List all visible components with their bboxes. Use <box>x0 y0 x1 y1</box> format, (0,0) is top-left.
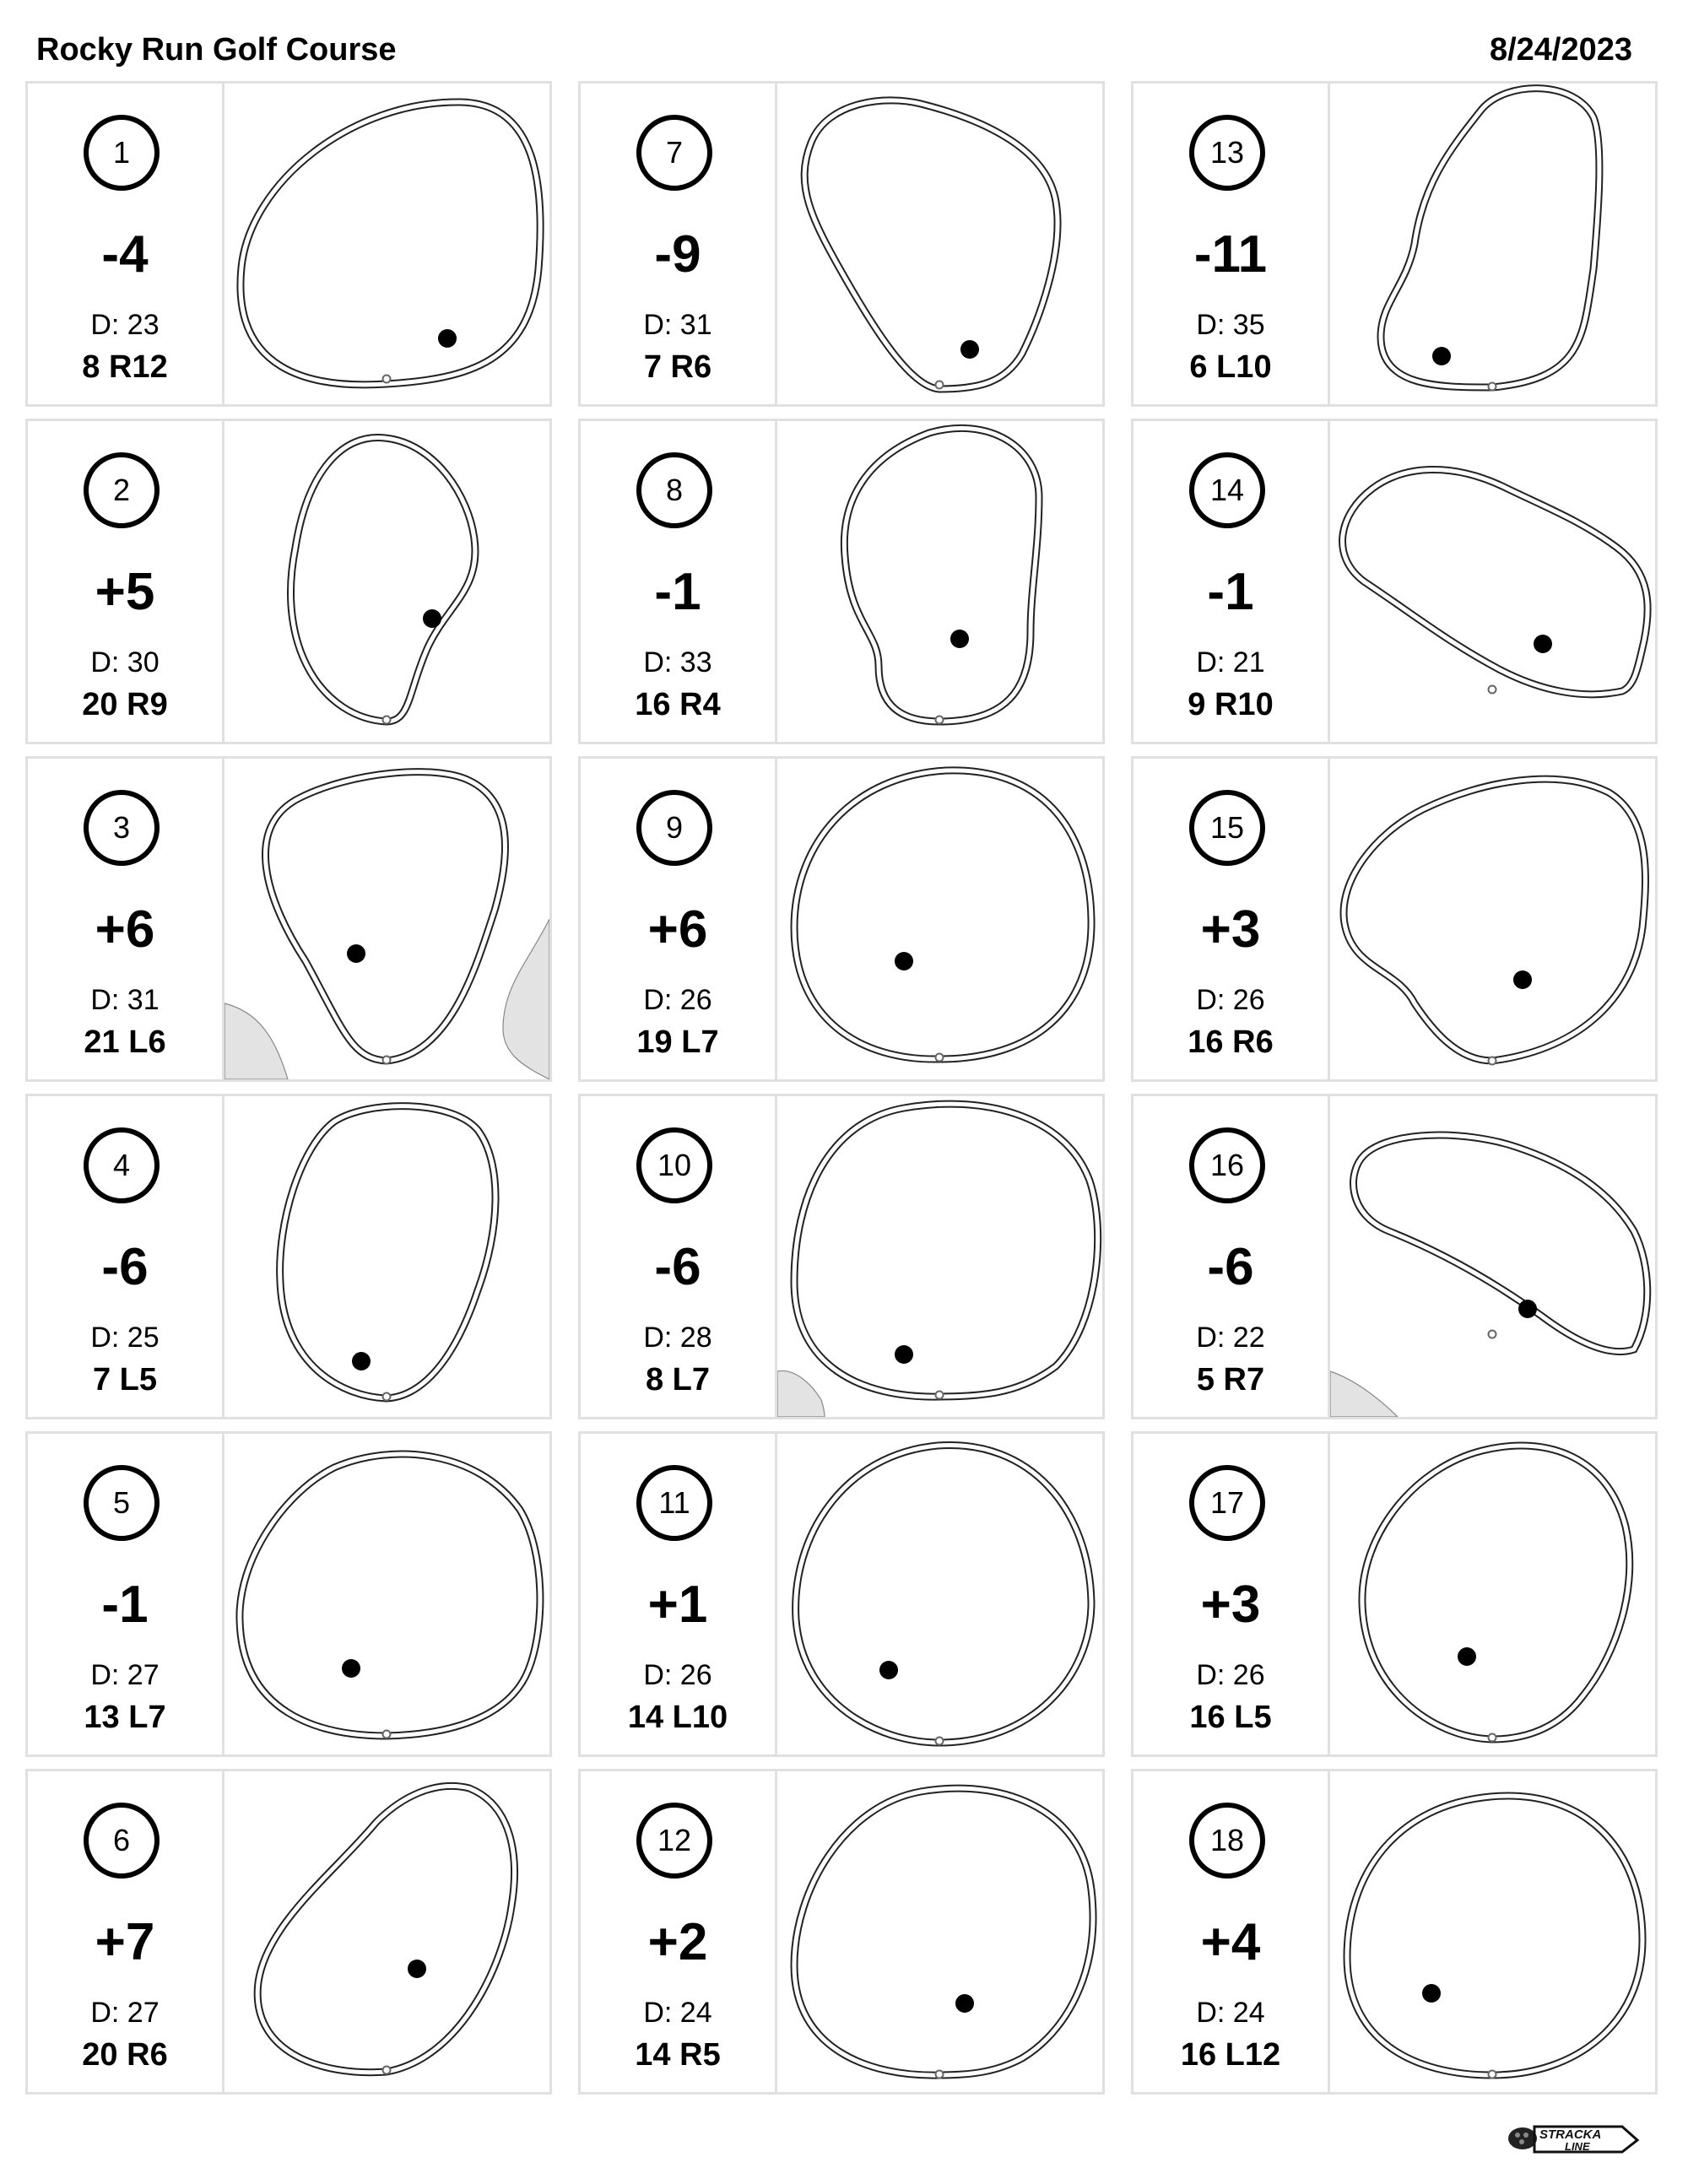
green-front-marker <box>936 1392 944 1399</box>
pin-location <box>960 340 979 359</box>
green-diagram <box>225 421 549 742</box>
bunker-hazard <box>225 1003 288 1079</box>
score-adjustment: -1 <box>1207 563 1254 621</box>
hole-info <box>581 759 777 1079</box>
pin-location <box>950 630 969 648</box>
green-diagram <box>1330 421 1655 742</box>
pin-location <box>1458 1647 1476 1666</box>
pin-location <box>347 944 365 963</box>
pin-location <box>352 1352 371 1370</box>
green-depth: D: 28 <box>643 1322 712 1354</box>
pin-position: 5 R7 <box>1196 1362 1265 1397</box>
hole-card <box>25 1094 552 1419</box>
green-outline <box>1362 1446 1630 1739</box>
green-outline <box>804 100 1058 389</box>
green-depth: D: 35 <box>1196 309 1265 341</box>
hole-card <box>1131 756 1658 1082</box>
green-diagram <box>1330 84 1655 404</box>
green-outline-fringe <box>1343 470 1648 695</box>
pin-position: 9 R10 <box>1188 687 1274 722</box>
hole-info <box>28 1771 225 2092</box>
pin-location <box>342 1659 360 1678</box>
pin-position: 14 R5 <box>635 2037 721 2073</box>
hole-card <box>1131 1094 1658 1419</box>
hole-number: 4 <box>84 1127 160 1203</box>
green-depth: D: 24 <box>643 1997 712 2029</box>
pin-position: 8 L7 <box>645 1362 711 1397</box>
pin-location <box>1518 1300 1537 1318</box>
hole-number: 3 <box>84 790 160 866</box>
green-diagram <box>225 1096 549 1417</box>
score-adjustment: +5 <box>95 563 155 621</box>
score-adjustment: +6 <box>647 900 708 959</box>
green-depth: D: 26 <box>643 984 712 1016</box>
pin-position: 13 L7 <box>84 1700 166 1735</box>
green-front-marker <box>1489 686 1496 694</box>
green-front-marker <box>1489 1734 1496 1742</box>
green-diagram <box>1330 759 1655 1079</box>
green-depth: D: 21 <box>1196 646 1265 678</box>
pin-position: 16 R6 <box>1188 1024 1274 1060</box>
green-front-marker <box>1489 2071 1496 2079</box>
pin-position: 7 R6 <box>643 349 712 385</box>
green-front-marker <box>1489 1057 1496 1065</box>
green-front-marker <box>1489 383 1496 391</box>
score-adjustment: +2 <box>647 1913 708 1971</box>
hole-info <box>1133 759 1330 1079</box>
green-outline-fringe <box>257 1786 514 2072</box>
hole-card <box>25 81 552 407</box>
green-depth: D: 24 <box>1196 1997 1265 2029</box>
hole-info <box>28 421 225 742</box>
green-depth: D: 27 <box>90 1997 160 2029</box>
pin-position: 14 L10 <box>627 1700 728 1735</box>
green-outline <box>240 1454 540 1736</box>
green-outline <box>1354 1135 1647 1352</box>
green-diagram <box>1330 1771 1655 2092</box>
pin-location <box>1513 970 1532 989</box>
green-front-marker <box>936 381 944 389</box>
hole-number: 14 <box>1189 452 1265 528</box>
score-adjustment: -6 <box>654 1238 701 1296</box>
green-front-marker <box>383 1057 391 1064</box>
hole-info <box>28 1096 225 1417</box>
green-diagram <box>225 1434 549 1754</box>
green-diagram <box>777 1771 1102 2092</box>
pin-position: 6 L10 <box>1189 349 1272 385</box>
pin-position: 16 L5 <box>1189 1700 1272 1735</box>
hole-info <box>581 1771 777 2092</box>
hole-info <box>1133 1096 1330 1417</box>
pin-location <box>1432 347 1451 365</box>
green-outline-fringe <box>1347 1796 1642 2075</box>
score-adjustment: -11 <box>1193 225 1268 284</box>
green-front-marker <box>1489 1331 1496 1338</box>
green-outline <box>794 1788 1093 2075</box>
hole-info <box>1133 421 1330 742</box>
hole-card <box>578 419 1105 744</box>
green-outline-fringe <box>794 770 1091 1059</box>
hole-info <box>1133 84 1330 404</box>
score-adjustment: +4 <box>1200 1913 1261 1971</box>
green-diagram <box>777 1434 1102 1754</box>
hole-number: 7 <box>636 115 712 191</box>
bunker-hazard <box>1330 1371 1398 1417</box>
green-depth: D: 27 <box>90 1659 160 1691</box>
green-outline <box>1343 470 1648 695</box>
green-front-marker <box>383 716 391 724</box>
green-depth: D: 33 <box>643 646 712 678</box>
hole-number: 11 <box>636 1465 712 1541</box>
green-front-marker <box>936 2071 944 2079</box>
hole-info <box>28 759 225 1079</box>
green-outline <box>794 1104 1098 1397</box>
score-adjustment: -6 <box>1207 1238 1254 1296</box>
hole-number: 6 <box>84 1803 160 1879</box>
pin-location <box>408 1960 426 1978</box>
hole-number: 16 <box>1189 1127 1265 1203</box>
green-diagram <box>777 759 1102 1079</box>
green-depth: D: 26 <box>1196 1659 1265 1691</box>
hole-card <box>578 1431 1105 1757</box>
svg-text:STRACKA: STRACKA <box>1539 2127 1602 2142</box>
hole-number: 15 <box>1189 790 1265 866</box>
sheet-date: 8/24/2023 <box>1489 32 1632 68</box>
hole-info <box>581 1434 777 1754</box>
pin-position: 19 L7 <box>636 1024 719 1060</box>
hole-card <box>578 756 1105 1082</box>
hole-number: 18 <box>1189 1803 1265 1879</box>
green-outline-fringe <box>265 772 505 1061</box>
hole-card <box>1131 1431 1658 1757</box>
green-outline-fringe <box>1354 1135 1647 1352</box>
hole-card <box>25 1769 552 2095</box>
pin-location <box>438 329 457 348</box>
green-depth: D: 30 <box>90 646 160 678</box>
green-depth: D: 31 <box>90 984 160 1016</box>
hole-number: 5 <box>84 1465 160 1541</box>
hole-card <box>25 1431 552 1757</box>
hole-info <box>1133 1771 1330 2092</box>
hole-number: 10 <box>636 1127 712 1203</box>
pin-position: 20 R6 <box>82 2037 168 2073</box>
green-outline <box>265 772 505 1061</box>
pin-location <box>1534 635 1552 653</box>
strackaline-logo <box>1504 2115 1639 2157</box>
green-outline-fringe <box>240 1454 540 1736</box>
hole-number: 13 <box>1189 115 1265 191</box>
green-diagram <box>1330 1096 1655 1417</box>
pin-location <box>895 1345 913 1364</box>
score-adjustment: +3 <box>1200 900 1261 959</box>
green-outline <box>257 1786 514 2072</box>
green-depth: D: 26 <box>1196 984 1265 1016</box>
hole-number: 17 <box>1189 1465 1265 1541</box>
score-adjustment: -6 <box>101 1238 149 1296</box>
pin-location <box>1422 1984 1441 2003</box>
pin-location <box>879 1661 898 1679</box>
green-diagram <box>777 1096 1102 1417</box>
hole-info <box>28 84 225 404</box>
green-front-marker <box>383 1393 391 1401</box>
hole-info <box>581 84 777 404</box>
green-depth: D: 26 <box>643 1659 712 1691</box>
green-outline <box>1344 779 1645 1061</box>
green-front-marker <box>383 2067 391 2074</box>
hole-number: 8 <box>636 452 712 528</box>
green-depth: D: 23 <box>90 309 160 341</box>
green-outline-fringe <box>1381 89 1599 387</box>
hole-info <box>581 1096 777 1417</box>
pin-location <box>895 952 913 970</box>
pin-position: 20 R9 <box>82 687 168 722</box>
hole-number: 1 <box>84 115 160 191</box>
green-depth: D: 25 <box>90 1322 160 1354</box>
hole-card <box>25 756 552 1082</box>
pin-position: 16 R4 <box>635 687 721 722</box>
pin-position: 7 L5 <box>92 1362 158 1397</box>
hole-card <box>1131 419 1658 744</box>
green-diagram <box>225 759 549 1079</box>
hole-card <box>1131 81 1658 407</box>
green-diagram <box>225 1771 549 2092</box>
green-outline <box>844 428 1039 722</box>
hole-card <box>1131 1769 1658 2095</box>
hole-card <box>25 419 552 744</box>
hole-number: 2 <box>84 452 160 528</box>
hole-card <box>578 1094 1105 1419</box>
green-outline-fringe <box>241 102 540 385</box>
hole-info <box>28 1434 225 1754</box>
green-front-marker <box>383 1731 391 1738</box>
green-front-marker <box>936 1738 944 1745</box>
green-outline <box>241 102 540 385</box>
green-depth: D: 31 <box>643 309 712 341</box>
pin-position: 21 L6 <box>84 1024 166 1060</box>
score-adjustment: -4 <box>101 225 149 284</box>
green-front-marker <box>936 1054 944 1062</box>
svg-text:LINE: LINE <box>1565 2140 1590 2153</box>
green-front-marker <box>936 716 944 724</box>
pin-position: 16 L12 <box>1180 2037 1281 2073</box>
course-title: Rocky Run Golf Course <box>36 32 397 68</box>
score-adjustment: +7 <box>95 1913 155 1971</box>
hole-number: 9 <box>636 790 712 866</box>
pin-location <box>955 1994 974 2013</box>
score-adjustment: +1 <box>647 1576 708 1634</box>
score-adjustment: -1 <box>101 1576 149 1634</box>
hole-info <box>1133 1434 1330 1754</box>
score-adjustment: +6 <box>95 900 155 959</box>
pin-position: 8 R12 <box>82 349 168 385</box>
green-outline-fringe <box>280 1106 495 1398</box>
hole-info <box>581 421 777 742</box>
score-adjustment: +3 <box>1200 1576 1261 1634</box>
green-diagram <box>225 84 549 404</box>
hole-card <box>578 1769 1105 2095</box>
score-adjustment: -1 <box>654 563 701 621</box>
green-depth: D: 22 <box>1196 1322 1265 1354</box>
bunker-hazard <box>777 1370 825 1417</box>
hole-number: 12 <box>636 1803 712 1879</box>
green-diagram <box>777 84 1102 404</box>
score-adjustment: -9 <box>654 225 701 284</box>
hole-card <box>578 81 1105 407</box>
green-front-marker <box>383 376 391 383</box>
green-diagram <box>777 421 1102 742</box>
green-diagram <box>1330 1434 1655 1754</box>
pin-location <box>423 609 441 628</box>
bunker-hazard <box>503 919 549 1079</box>
